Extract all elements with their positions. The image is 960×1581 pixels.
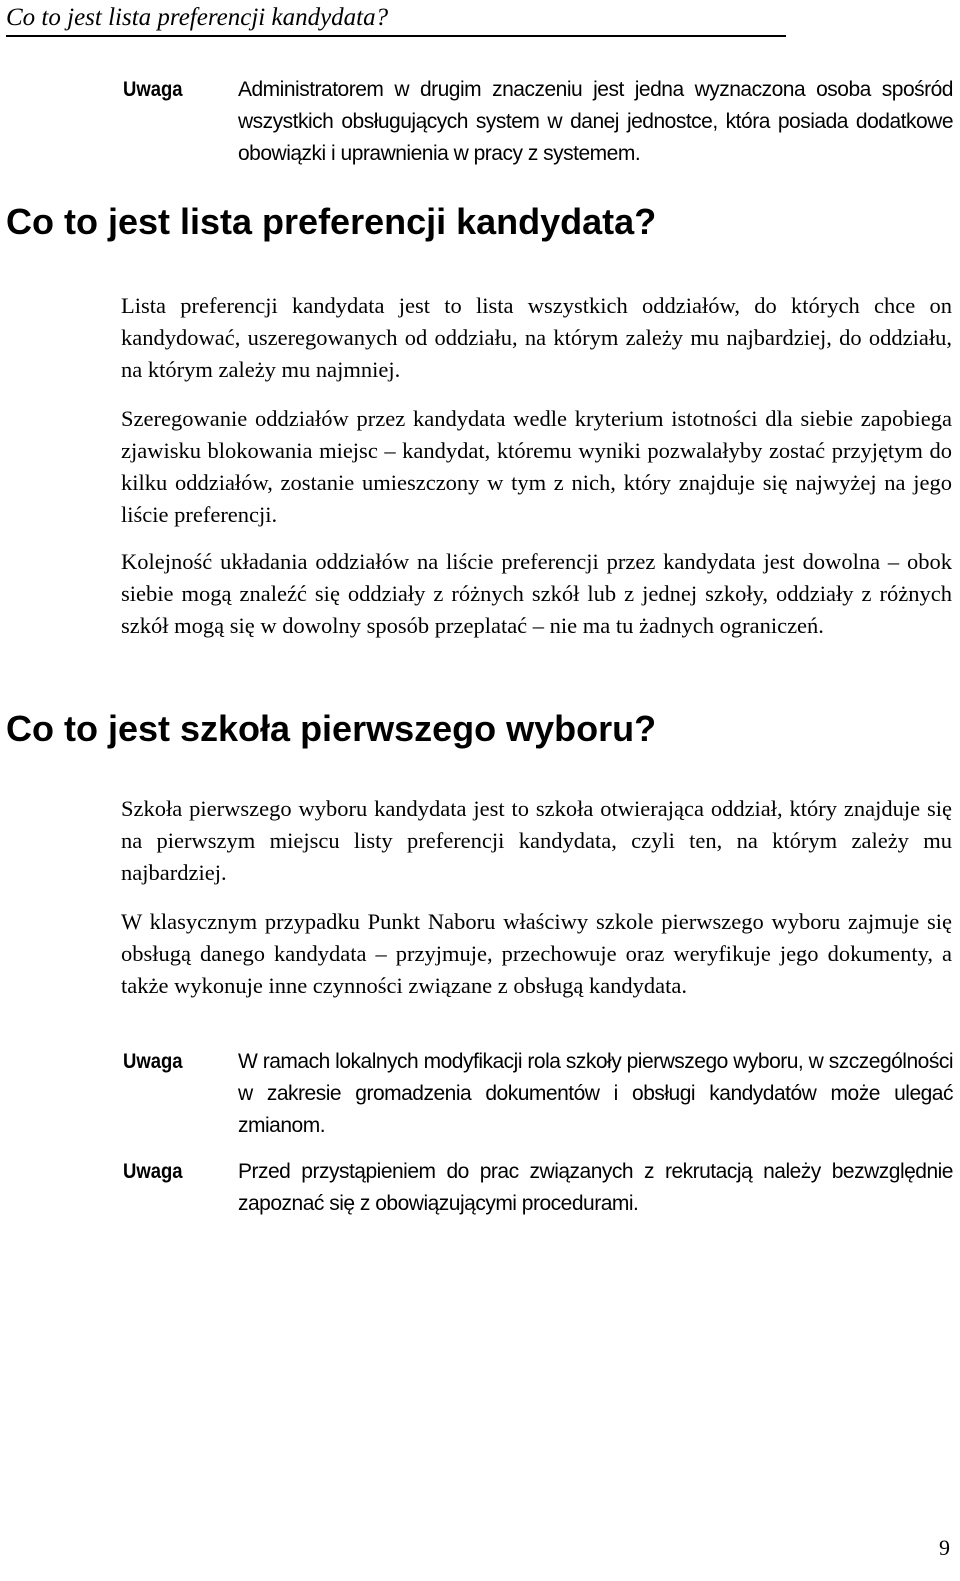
note-local-modifications xyxy=(123,1046,953,1142)
paragraph-first-choice-definition: Szkoła pierwszego wyboru kandydata jest to szkoła otwierająca oddział, który znajduje się na pierwszym miejscu listy preferencji kandydata, czyli ten, na którym zależy mu najbardziej. xyxy=(121,796,952,885)
note-text: Administratorem w drugim znaczeniu jest jedna wyznaczona osoba spośród wszystkich obsługujących system w danej jednostce, która posiada dodatkowe obowiązki i uprawnienia w pracy z systemem. xyxy=(238,78,953,165)
paragraph-preference-list-definition: Lista preferencji kandydata jest to lista wszystkich oddziałów, do których chce on kandydować, uszeregowanych od oddziału, na którym zależy mu najbardziej, do oddziału, na którym zależy mu najmniej. xyxy=(121,293,952,382)
note-label: Uwaga xyxy=(123,1050,183,1073)
note-text: W ramach lokalnych modyfikacji rola szkoły pierwszego wyboru, w szczególności w zakresie gromadzenia dokumentów i obsługi kandydatów może ulegać zmianom. xyxy=(238,1050,953,1137)
section-heading-preference-list: Co to jest lista preferencji kandydata? xyxy=(6,201,657,242)
page-number: 9 xyxy=(939,1535,950,1560)
note-label: Uwaga xyxy=(123,78,183,101)
note-procedures xyxy=(123,1156,953,1220)
paragraph-ordering-freedom: Kolejność układania oddziałów na liście preferencji przez kandydata jest dowolna – obok siebie mogą znaleźć się oddziały z różnych szkół lub z jednej szkoły, oddziały z różnych szkół mogą się w dowolny sposób przeplatać – nie ma tu żadnych ograniczeń. xyxy=(121,549,952,638)
paragraph-ranking-purpose: Szeregowanie oddziałów przez kandydata wedle kryterium istotności dla siebie zapobiega zjawisku blokowania miejsc – kandydat, któremu wyniki pozwalałyby zostać przyjętym do kilku oddziałów, zostanie umieszczony w tym z nich, który znajduje się najwyżej na jego liście preferencji. xyxy=(121,406,952,527)
note-text: Przed przystąpieniem do prac związanych z rekrutacją należy bezwzględnie zapoznać się z obowiązującymi procedurami. xyxy=(238,1160,953,1215)
running-header: Co to jest lista preferencji kandydata? xyxy=(6,2,786,37)
paragraph-enrollment-point: W klasycznym przypadku Punkt Naboru właściwy szkole pierwszego wyboru zajmuje się obsługą danego kandydata – przyjmuje, przechowuje oraz weryfikuje jego dokumenty, a także wykonuje inne czynności związane z obsługą kandydata. xyxy=(121,909,952,998)
section-heading-first-choice-school: Co to jest szkoła pierwszego wyboru? xyxy=(6,708,657,749)
note-label: Uwaga xyxy=(123,1160,183,1183)
note-administrator xyxy=(123,74,953,170)
